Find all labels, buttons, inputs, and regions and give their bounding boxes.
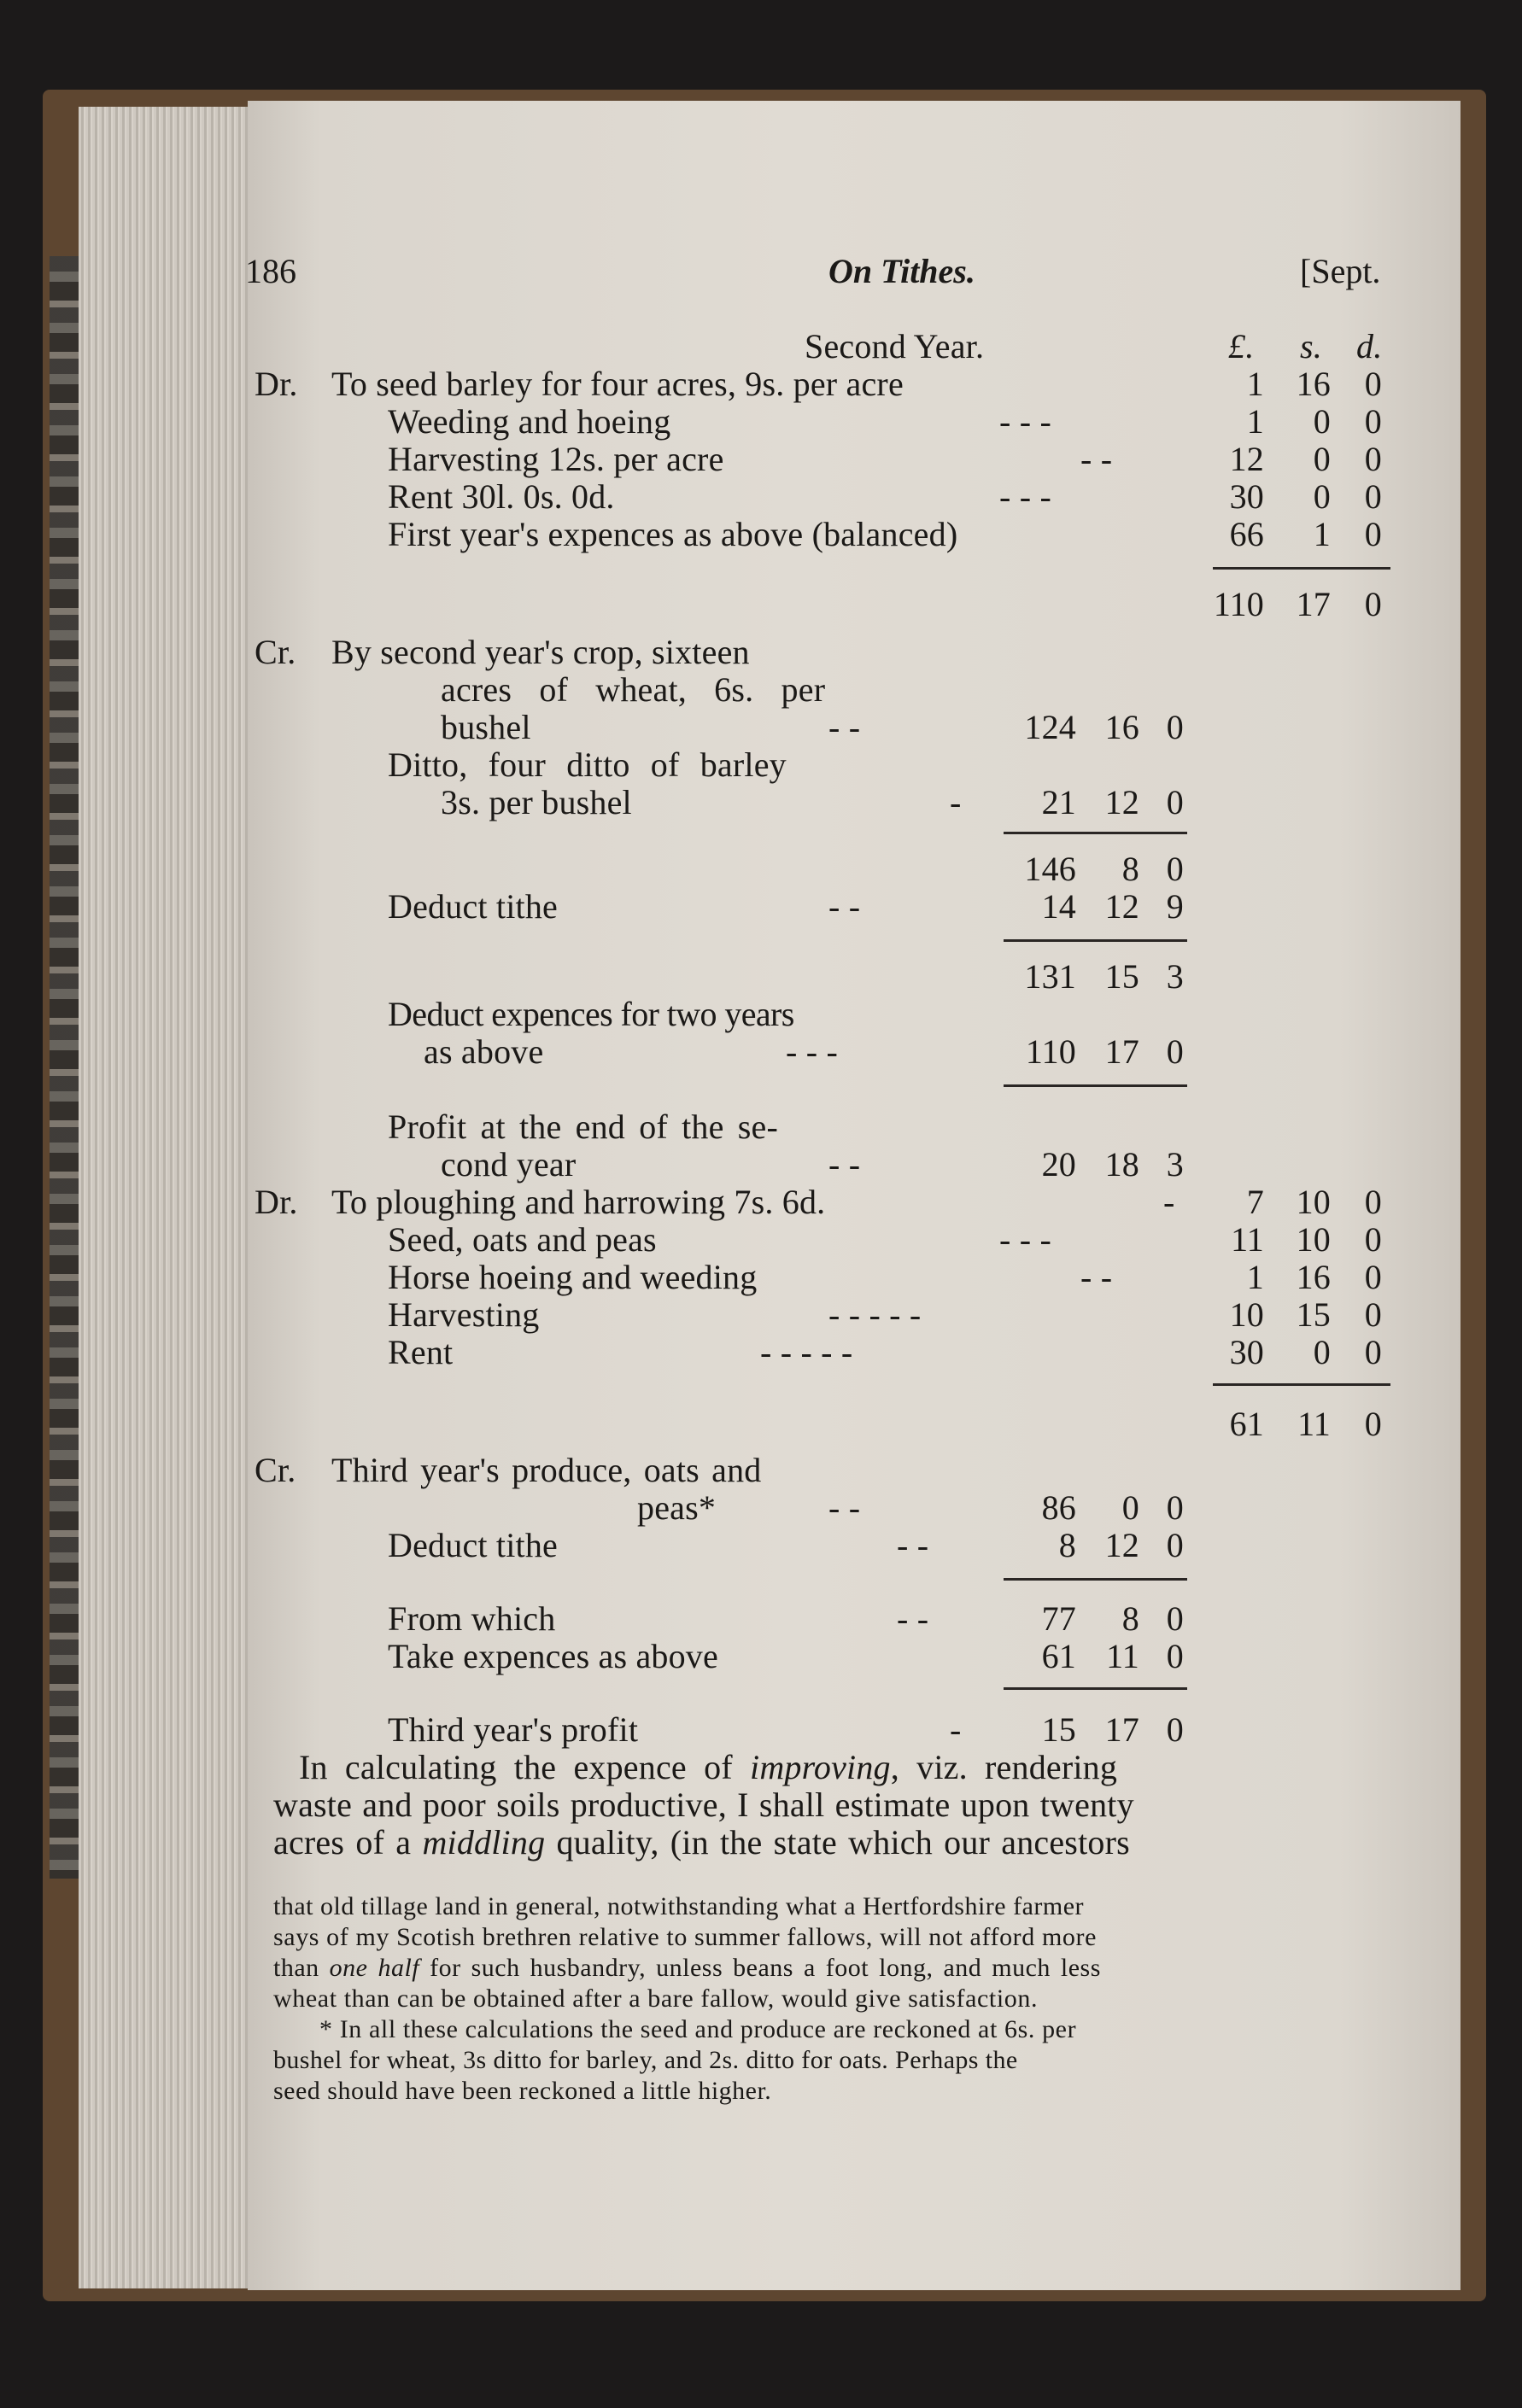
leader-dashes: - - - (999, 1220, 1051, 1259)
ledger-line: To seed barley for four acres, 9s. per acre (331, 365, 904, 403)
cr-label: Cr. (255, 1451, 296, 1489)
leader-dashes: - (950, 1710, 962, 1749)
total-pounds: 61 (1229, 1405, 1264, 1443)
amount-pounds: 11 (1231, 1220, 1264, 1259)
leader-dashes: - - (828, 708, 861, 746)
ledger-line: cond year (441, 1145, 577, 1184)
amount-pounds: 66 (1229, 515, 1264, 553)
ledger-line: Rent (388, 1333, 454, 1371)
amount-pounds: 7 (1246, 1183, 1264, 1221)
amount-shillings: 12 (1104, 1526, 1139, 1564)
sum-rule (1004, 1687, 1187, 1690)
ledger-line: By second year's crop, sixteen (331, 633, 750, 671)
total-pence: 0 (1364, 585, 1382, 623)
sum-rule (1213, 567, 1390, 570)
leader-dashes: - - (828, 1488, 861, 1527)
amount-pounds: 124 (1024, 708, 1076, 746)
amount-pounds: 77 (1041, 1599, 1076, 1638)
footnote-line: * In all these calculations the seed and produce are reckoned at 6s. per (319, 2015, 1077, 2043)
amount-pence: 0 (1364, 1183, 1382, 1221)
amount-pounds: 12 (1229, 440, 1264, 478)
ledger-line: Ditto, four ditto of barley (388, 745, 787, 784)
running-right: [Sept. (1300, 252, 1381, 290)
amount-shillings: 17 (1104, 1710, 1139, 1749)
amount-pounds: 8 (1058, 1526, 1076, 1564)
ledger-line: Harvesting 12s. per acre (388, 440, 724, 478)
amount-pounds: 10 (1229, 1295, 1264, 1334)
amount-shillings: 16 (1296, 1258, 1331, 1296)
pence-header: d. (1356, 327, 1383, 365)
shillings-header: s. (1300, 327, 1322, 365)
amount-pence: 0 (1364, 515, 1382, 553)
paragraph-line (273, 1823, 1130, 1862)
amount-pounds: 30 (1229, 477, 1264, 516)
amount-pounds: 146 (1024, 850, 1076, 888)
amount-pence: 0 (1166, 783, 1184, 821)
sum-rule (1004, 1578, 1187, 1581)
amount-shillings: 0 (1313, 1333, 1331, 1371)
amount-pounds: 1 (1246, 1258, 1264, 1296)
ledger-line: Deduct tithe (388, 887, 559, 926)
amount-pence: 0 (1364, 1258, 1382, 1296)
sum-rule (1213, 1383, 1390, 1386)
ledger-line: acres of wheat, 6s. per (441, 670, 826, 709)
leader-dashes: - - (1080, 440, 1113, 478)
ledger-line: Horse hoeing and weeding (388, 1258, 758, 1296)
dr-label: Dr. (255, 365, 298, 403)
sum-rule (1004, 939, 1187, 942)
ledger-line: Harvesting (388, 1295, 540, 1334)
amount-shillings: 0 (1313, 402, 1331, 441)
paragraph-text: acres of a (273, 1823, 423, 1862)
amount-pence: 0 (1166, 1637, 1184, 1675)
page-edges (79, 107, 275, 2288)
amount-shillings: 10 (1296, 1183, 1331, 1221)
amount-shillings: 8 (1121, 1599, 1139, 1638)
ledger-line: bushel (441, 708, 531, 746)
amount-pounds: 86 (1041, 1488, 1076, 1527)
amount-shillings: 18 (1104, 1145, 1139, 1184)
amount-pounds: 15 (1041, 1710, 1076, 1749)
ledger-line: Third year's profit (388, 1710, 639, 1749)
amount-pence: 0 (1364, 402, 1382, 441)
amount-pence: 0 (1166, 1526, 1184, 1564)
ledger-line: First year's expences as above (balanced) (388, 515, 958, 553)
footnote-line: seed should have been reckoned a little higher. (273, 2077, 772, 2105)
total-pence: 0 (1364, 1405, 1382, 1443)
total-shillings: 11 (1297, 1405, 1331, 1443)
paragraph-emphasis: middling (422, 1823, 546, 1862)
amount-shillings: 0 (1313, 477, 1331, 516)
sum-rule (1004, 832, 1187, 834)
total-pounds: 110 (1213, 585, 1264, 623)
leader-dashes: - - (828, 887, 861, 926)
page-number: 186 (245, 252, 296, 290)
amount-pence: 0 (1166, 1599, 1184, 1638)
amount-shillings: 1 (1313, 515, 1331, 553)
amount-shillings: 11 (1106, 1637, 1139, 1675)
ledger-line: From which (388, 1599, 556, 1638)
leader-dashes: - (1163, 1183, 1175, 1221)
total-shillings: 17 (1296, 585, 1331, 623)
footnote-text: for such husbandry, unless beans a foot long, and much less (419, 1954, 1101, 1982)
leader-dashes: - - - (999, 402, 1051, 441)
amount-pounds: 14 (1041, 887, 1076, 926)
dr-label: Dr. (255, 1183, 298, 1221)
amount-shillings: 15 (1296, 1295, 1331, 1334)
amount-pence: 0 (1364, 1333, 1382, 1371)
amount-pence: 0 (1364, 440, 1382, 478)
pounds-header: £. (1228, 327, 1255, 365)
paragraph-text: quality, (in the state which our ancestors (545, 1823, 1130, 1862)
ledger-line: Weeding and hoeing (388, 402, 671, 441)
amount-pence: 3 (1166, 957, 1184, 996)
footnote-line: bushel for wheat, 3s ditto for barley, and 2s. ditto for oats. Perhaps the (273, 2046, 1018, 2074)
ledger-line: Third year's produce, oats and (331, 1451, 762, 1489)
leader-dashes: - - (897, 1526, 929, 1564)
amount-pounds: 21 (1041, 783, 1076, 821)
paragraph-text: In calculating the expence of (299, 1748, 750, 1786)
footnote-line: that old tillage land in general, notwithstanding what a Hertfordshire farmer (273, 1892, 1085, 1920)
amount-pounds: 30 (1229, 1333, 1264, 1371)
amount-pounds: 20 (1041, 1145, 1076, 1184)
ledger-line: 3s. per bushel (441, 783, 632, 821)
ledger-line: Deduct expences for two years (388, 995, 794, 1033)
paragraph-line (299, 1750, 1117, 1785)
leader-dashes: - - (828, 1145, 861, 1184)
amount-pounds: 1 (1246, 365, 1264, 403)
amount-shillings: 16 (1104, 708, 1139, 746)
footnote-line: wheat than can be obtained after a bare fallow, would give satisfaction. (273, 1984, 1039, 2013)
ledger-line: Take expences as above (388, 1637, 718, 1675)
amount-pounds: 110 (1025, 1032, 1076, 1071)
amount-shillings: 17 (1104, 1032, 1139, 1071)
amount-shillings: 15 (1104, 957, 1139, 996)
book-page (245, 101, 1461, 2290)
ledger-line: To ploughing and harrowing 7s. 6d. (331, 1183, 826, 1221)
amount-pence: 0 (1166, 1710, 1184, 1749)
ledger-line: peas* (637, 1488, 717, 1527)
amount-pence: 0 (1166, 850, 1184, 888)
ledger-line: Profit at the end of the se- (388, 1108, 779, 1146)
section-title: Second Year. (805, 327, 985, 365)
ledger-line: Rent 30l. 0s. 0d. (388, 477, 615, 516)
leader-dashes: - - (1080, 1258, 1113, 1296)
ledger-line: as above (424, 1032, 544, 1071)
amount-pounds: 131 (1024, 957, 1076, 996)
leader-dashes: - - - (999, 477, 1051, 516)
leader-dashes: - - - (786, 1032, 838, 1071)
footnote-line: says of my Scotish brethren relative to summer fallows, will not afford more (273, 1923, 1098, 1951)
footnote-emphasis: one half (329, 1954, 420, 1982)
amount-pence: 0 (1166, 1488, 1184, 1527)
amount-pence: 0 (1364, 1295, 1382, 1334)
leader-dashes: - - - - - (760, 1333, 853, 1371)
paragraph-emphasis: improving (750, 1748, 891, 1786)
footnote-text: than (273, 1954, 330, 1982)
amount-shillings: 10 (1296, 1220, 1331, 1259)
footnote-line (273, 1955, 1101, 1981)
amount-shillings: 16 (1296, 365, 1331, 403)
amount-pence: 0 (1166, 1032, 1184, 1071)
amount-pence: 0 (1364, 1220, 1382, 1259)
ledger-line: Deduct tithe (388, 1526, 559, 1564)
amount-pence: 9 (1166, 887, 1184, 926)
amount-pence: 0 (1364, 477, 1382, 516)
amount-shillings: 0 (1121, 1488, 1139, 1527)
leader-dashes: - - - - - (828, 1295, 922, 1334)
amount-shillings: 8 (1121, 850, 1139, 888)
amount-pence: 0 (1166, 708, 1184, 746)
leader-dashes: - - (897, 1599, 929, 1638)
paragraph-line: waste and poor soils productive, I shall estimate upon twenty (273, 1786, 1134, 1824)
amount-shillings: 0 (1313, 440, 1331, 478)
leader-dashes: - (950, 783, 962, 821)
amount-pence: 0 (1364, 365, 1382, 403)
amount-pounds: 1 (1246, 402, 1264, 441)
amount-pounds: 61 (1041, 1637, 1076, 1675)
paragraph-text: , viz. rendering (890, 1748, 1118, 1786)
amount-shillings: 12 (1104, 783, 1139, 821)
ledger-line: Seed, oats and peas (388, 1220, 657, 1259)
sum-rule (1004, 1084, 1187, 1087)
cr-label: Cr. (255, 633, 296, 671)
amount-pence: 3 (1166, 1145, 1184, 1184)
amount-shillings: 12 (1104, 887, 1139, 926)
running-title: On Tithes. (828, 252, 975, 290)
